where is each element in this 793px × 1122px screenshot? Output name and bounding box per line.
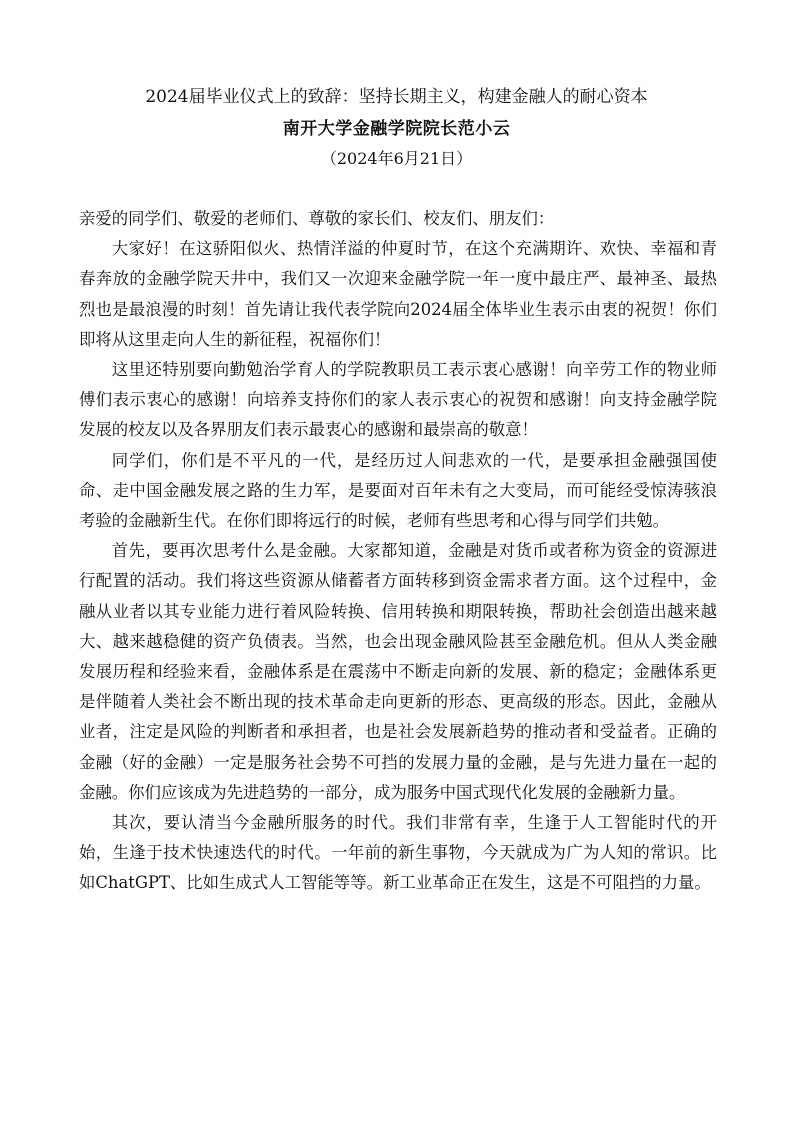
document-title: 2024届毕业仪式上的致辞：坚持长期主义，构建金融人的耐心资本 [145,87,648,107]
paragraph-what-is-finance: 首先，要再次思考什么是金融。大家都知道，金融是对货币或者称为资金的资源进行配置的活动。我们将这些资源从储蓄者方面转移到资金需求者方面。这个过程中，金融从业者以其专业能力进行着风险转换、信用转换和期限转换，帮助社会创造出越来越大、越来越稳健的资产负债表。当然，也会出现金融风险甚至金融危机。但从人类金融发展历程和经验来看，金融体系是在震荡中不断走向新的发展、新的稳定；金融体系更是伴随着人类社会不断出现的技术革命走向更新的形态、更高级的形态。因此，金融从业者，注定是风险的判断者和承担者，也是社会发展新趋势的推动者和受益者。正确的金融（好的金融）一定是服务社会势不可挡的发展力量的金融，是与先进力量在一起的金融。你们应该成为先进趋势的一部分，成为服务中国式现代化发展的金融新力量。 [79,541,717,802]
paragraph-generation: 同学们，你们是不平凡的一代，是经历过人间悲欢的一代，是要承担金融强国使命、走中国金融发展之路的生力军，是要面对百年未有之大变局，而可能经受惊涛骇浪考验的金融新生代。在你们即将远行的时候，老师有些思考和心得与同学们共勉。 [79,450,717,531]
paragraph-greeting: 大家好！在这骄阳似火、热情洋溢的仲夏时节，在这个充满期许、欢快、幸福和青春奔放的金融学院天井中，我们又一次迎来金融学院一年一度中最庄严、最神圣、最热烈也是最浪漫的时刻！首先请让我代表学院向2024届全体毕业生表示由衷的祝贺！你们即将从这里走向人生的新征程，祝福你们！ [79,239,717,349]
document-author: 南开大学金融学院院长范小云 [282,119,511,139]
document-date: （2024年6月21日） [320,149,473,168]
paragraph-the-era: 其次，要认清当今金融所服务的时代。我们非常有幸，生逢于人工智能时代的开始，生逢于技术快速迭代的时代。一年前的新生事物，今天就成为广为人知的常识。比如ChatGPT、比如生成式人工智能等等。新工业革命正在发生，这是不可阻挡的力量。 [79,813,717,893]
salutation: 亲爱的同学们、敬爱的老师们、尊敬的家长们、校友们、朋友们： [79,209,555,228]
paragraph-thanks: 这里还特别要向勤勉治学育人的学院教职员工表示衷心感谢！向辛劳工作的物业师傅们表示衷心的感谢！向培养支持你们的家人表示衷心的祝贺和感谢！向支持金融学院发展的校友以及各界朋友们表示最衷心的感谢和最崇高的敬意！ [79,360,717,440]
document-body [79,204,717,899]
